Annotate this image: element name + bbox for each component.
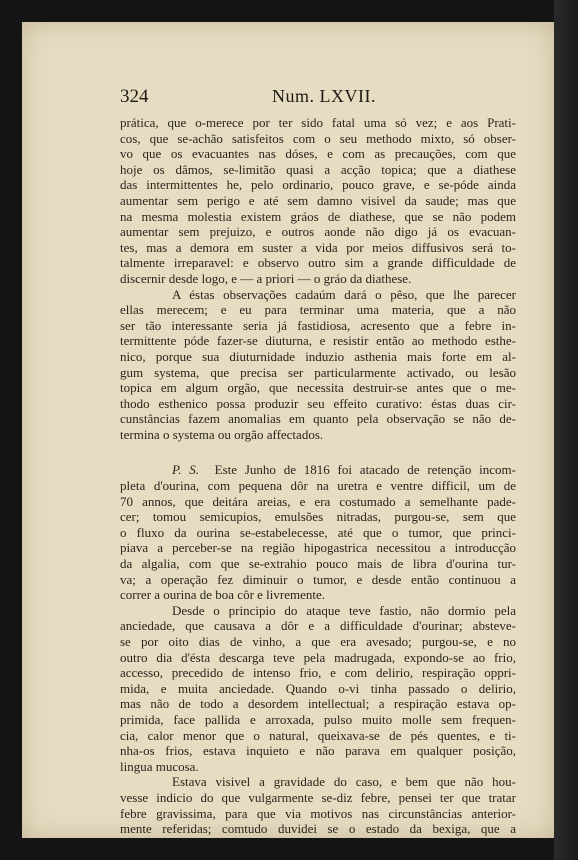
text-line: anciedade, que causava a dôr e a difficuldade d'ourinar; absteve- — [120, 618, 516, 634]
text-line: primida, face pallida e arroxada, pulso muito molle sem frequen- — [120, 711, 516, 727]
page-header — [120, 86, 510, 108]
paragraph-5 — [120, 774, 516, 836]
text-line: topica em algum orgão, que necessita destruir-se antes que o me- — [120, 380, 516, 396]
text-line: aumentar sem prejuizo, e outros aonde não digo já os evacuan- — [120, 224, 516, 240]
paragraph-1 — [120, 115, 516, 287]
postscript-label: P. S. — [172, 462, 200, 478]
text-line: tes, mas a demora em suster a vida por meios diffusivos será to- — [120, 239, 516, 255]
text-line: va; a operação fez diminuir o tumor, e desde então continuou a — [120, 571, 516, 587]
paragraph-2 — [120, 287, 516, 443]
text-line: piava a perceber-se na região hipogastrica necessitou a introducção — [120, 540, 516, 556]
text-line: ser tão interessante seria já fastidiosa, acresento que a febre in- — [120, 317, 516, 333]
text-line: aumentar sem perigo e até sem damno visivel da saude; mas que — [120, 192, 516, 208]
text-line: pleta d'ourina, com pequena dôr na uretra e ventre difficil, um de — [120, 478, 516, 494]
text-line: outro dia d'ésta descarga teve pela madrugada, expondo-se ao frio, — [120, 649, 516, 665]
text-line: discernir desde logo, e — a priori — o gráo da diathese. — [120, 270, 412, 286]
text-line: nico, porque sua diuturnidade induzio asthenia mais forte em al- — [120, 348, 516, 364]
text-line: correr a ourina de boa côr e livremente. — [120, 587, 326, 603]
page-body — [120, 115, 516, 837]
text-line: thodo esthenico possa produzir seu effeito curativo: éstas duas cir- — [120, 395, 516, 411]
text-line: A éstas observações cadaúm dará o pêso, que lhe parecer — [172, 286, 516, 302]
text-line: Desde o principio do ataque teve fastio, não dormio pela — [172, 602, 516, 618]
text-line: febre gravissima, para que via motivos nas circunstâncias anterior- — [120, 805, 516, 821]
text-line: nha-os frios, estava inquieto e não parava em qualquer posição, — [120, 743, 516, 759]
text-line — [120, 462, 516, 478]
text-line: accesso, precedido de intenso frio, e com delirio, respiração oppri- — [120, 665, 516, 681]
text-line: cos, que se-achão satisfeitos com o seu methodo mixto, só obser- — [120, 130, 516, 146]
text-line: lingua mucosa. — [120, 758, 199, 774]
text-line: mente referidas; comtudo duvidei se o estado da bexiga, que a — [120, 821, 516, 837]
text-line: vo que os evacuantes nas dóses, e com as precauções, com que — [120, 146, 516, 162]
text-line: termittente póde fazer-se diuturna, e resistir então ao methodo esthe- — [120, 333, 516, 349]
text-line: talmente irreparavel: e observo outro sim a grande difficuldade de — [120, 255, 516, 271]
text-line: 70 annos, que deitára areias, e era costumado a semelhante pade- — [120, 493, 516, 509]
text-line: cunstâncias fazem anomalias em quanto pela observação se não de- — [120, 411, 516, 427]
text-line: Estava visivel a gravidade do caso, e bem que não hou- — [172, 774, 516, 790]
text-line: cia, calor menor que o natural, queixava-se de pés quentes, e ti- — [120, 727, 516, 743]
text-line: ellas merecem; e eu para terminar uma materia, que a não — [120, 302, 516, 318]
text-line: das intermittentes he, pelo ordinario, pouco grave, e se-póde ainda — [120, 177, 516, 193]
paragraph-4 — [120, 603, 516, 775]
text-line: na mesma molestia existem gráos de diathese, que se não podem — [120, 208, 516, 224]
postscript-paragraph — [120, 462, 516, 602]
text-line: da algalia, com que se-extrahio pouco mais de libra d'ourina tur- — [120, 556, 516, 572]
text-line: o fluxo da ourina se-estabelecesse, até que o tumor, que princi- — [120, 524, 516, 540]
text-line: gum systema, que precisa ser particularmente activado, ou lesão — [120, 364, 516, 380]
text-line: cer; tomou semicupios, emulsões nitradas, purgou-se, sem que — [120, 509, 516, 525]
text-line: mida, e muita anciedade. Quando o-vi tinha passado o delirio, — [120, 680, 516, 696]
text-line-content: Este Junho de 1816 foi atacado de retenção incom- — [214, 462, 516, 478]
text-line: hoje os dâmos, se-limitão quasi a acção topica; que a diathese — [120, 161, 516, 177]
running-head: Num. LXVII. — [272, 86, 376, 106]
text-line: vesse indicio do que vulgarmente se-diz febre, pensei ter que tratar — [120, 789, 516, 805]
text-line: se por oito dias de vinho, a que era avesado; purgou-se, e no — [120, 634, 516, 649]
page-number: 324 — [120, 86, 149, 107]
text-line: mas não de todo a desordem intellectual; a respiração estava op- — [120, 696, 516, 712]
text-line: prática, que o-merece por ter sido fatal uma só vez; e aos Prati- — [120, 115, 516, 130]
background-edge — [554, 0, 578, 860]
text-line: termina o systema ou orgão affectados. — [120, 426, 324, 442]
section-gap — [120, 442, 516, 462]
